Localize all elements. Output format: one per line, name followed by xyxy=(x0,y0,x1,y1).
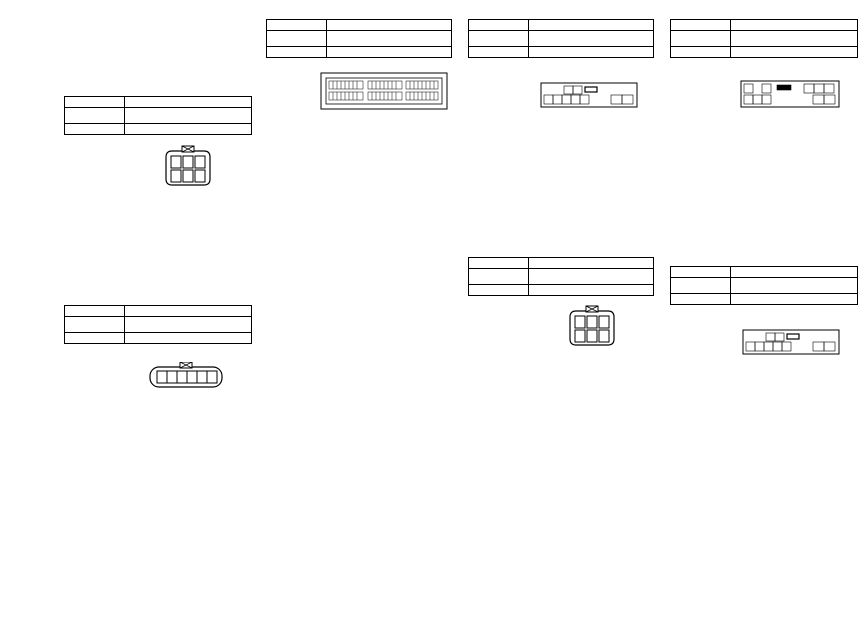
connector-no-value xyxy=(529,258,654,269)
connector-no-value xyxy=(125,306,252,317)
connector-no-value xyxy=(731,267,858,278)
hs-symbol-d9 xyxy=(66,352,114,398)
connector-type-value xyxy=(731,294,858,305)
label-connector-type xyxy=(469,285,529,296)
connector-name-value xyxy=(327,31,452,47)
label-connector-no xyxy=(469,20,529,31)
connector-d25-diagram xyxy=(540,82,638,113)
label-connector-no xyxy=(671,267,731,278)
hs-symbol-d21 xyxy=(268,67,316,113)
label-connector-type xyxy=(65,333,125,344)
label-connector-name xyxy=(469,31,529,47)
label-connector-type xyxy=(671,294,731,305)
hs-symbol-d25 xyxy=(470,67,518,113)
connector-d25-info xyxy=(468,19,654,58)
connector-d21-diagram xyxy=(320,72,448,115)
connector-no-value xyxy=(327,20,452,31)
connector-no-value xyxy=(731,20,858,31)
label-connector-name xyxy=(469,269,529,285)
connector-d9-diagram xyxy=(148,362,224,395)
hs-symbol-d41 xyxy=(672,67,720,113)
label-connector-no xyxy=(671,20,731,31)
connector-type-value xyxy=(731,47,858,58)
hs-symbol-d7 xyxy=(66,144,114,190)
connector-d43-info xyxy=(670,266,858,305)
connector-d21-info xyxy=(266,19,452,58)
label-connector-no xyxy=(267,20,327,31)
connector-type-value xyxy=(529,285,654,296)
connector-type-value xyxy=(125,124,252,135)
connector-type-value xyxy=(125,333,252,344)
connector-name-value xyxy=(529,269,654,285)
connector-d7-diagram xyxy=(164,145,212,192)
label-connector-type xyxy=(267,47,327,58)
connector-type-value xyxy=(529,47,654,58)
connector-d7-info xyxy=(64,96,252,135)
label-connector-name xyxy=(65,108,125,124)
connector-name-value xyxy=(125,317,252,333)
label-connector-no xyxy=(469,258,529,269)
connector-name-value xyxy=(731,278,858,294)
connector-d9-info xyxy=(64,305,252,344)
connector-d27-info xyxy=(468,257,654,296)
label-connector-name xyxy=(65,317,125,333)
connector-name-value xyxy=(731,31,858,47)
connector-type-value xyxy=(327,47,452,58)
label-connector-name xyxy=(671,31,731,47)
connector-d41-info xyxy=(670,19,858,58)
connector-name-value xyxy=(125,108,252,124)
label-connector-name xyxy=(267,31,327,47)
hs-symbol-d43 xyxy=(672,314,720,360)
label-connector-no xyxy=(65,306,125,317)
connector-name-value xyxy=(529,31,654,47)
hs-symbol-d27 xyxy=(470,305,518,351)
label-connector-type xyxy=(671,47,731,58)
label-connector-name xyxy=(671,278,731,294)
label-connector-no xyxy=(65,97,125,108)
connector-d41-diagram xyxy=(740,80,840,113)
connector-no-value xyxy=(529,20,654,31)
label-connector-type xyxy=(65,124,125,135)
connector-no-value xyxy=(125,97,252,108)
connector-d27-diagram xyxy=(568,305,616,352)
connector-d43-diagram xyxy=(742,329,840,360)
label-connector-type xyxy=(469,47,529,58)
